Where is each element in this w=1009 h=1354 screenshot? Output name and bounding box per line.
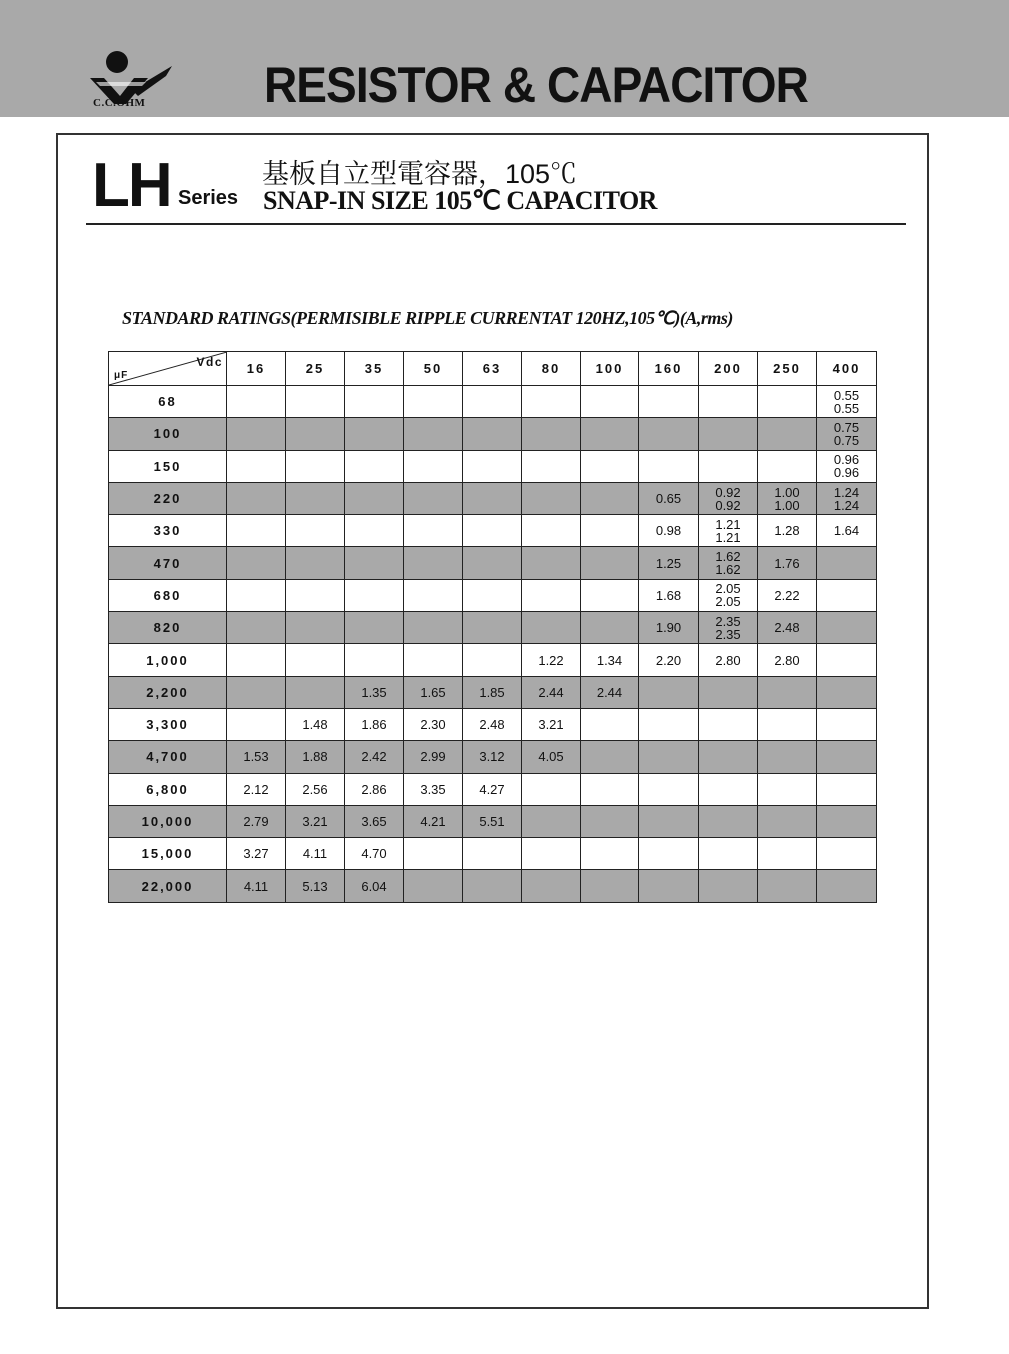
capacitance-cell: 3,300	[109, 708, 227, 740]
ripple-current-cell	[817, 741, 877, 773]
table-row	[109, 676, 877, 708]
ripple-current-cell	[758, 870, 817, 902]
voltage-header: 50	[404, 352, 463, 386]
ripple-current-cell	[817, 773, 877, 805]
capacitance-cell: 4,700	[109, 741, 227, 773]
voltage-header: 35	[345, 352, 404, 386]
ripple-current-cell	[345, 418, 404, 450]
ripple-current-cell: 2.48	[463, 708, 522, 740]
ripple-current-cell	[345, 644, 404, 676]
voltage-header: 100	[581, 352, 639, 386]
ripple-current-cell: 3.35	[404, 773, 463, 805]
ripple-current-cell: 1.53	[227, 741, 286, 773]
ripple-current-cell	[345, 612, 404, 644]
ripple-current-cell: 1.22	[522, 644, 581, 676]
voltage-header: 200	[699, 352, 758, 386]
ripple-current-cell: 2.44	[581, 676, 639, 708]
ripple-current-cell	[463, 450, 522, 482]
ripple-current-cell	[639, 773, 699, 805]
ripple-current-cell	[463, 418, 522, 450]
ripple-current-cell	[286, 386, 345, 418]
ripple-current-cell	[758, 741, 817, 773]
ripple-current-value: 1.24	[833, 484, 860, 500]
table-row	[109, 773, 877, 805]
ripple-current-cell	[227, 708, 286, 740]
ripple-current-value: 0.55	[833, 400, 860, 416]
ripple-current-cell	[581, 708, 639, 740]
ripple-current-cell	[639, 805, 699, 837]
table-row	[109, 450, 877, 482]
ripple-current-cell	[227, 644, 286, 676]
ripple-current-cell	[522, 838, 581, 870]
ripple-current-value: 1.21	[715, 516, 741, 532]
ripple-current-cell	[463, 612, 522, 644]
ripple-current-cell	[758, 676, 817, 708]
ripple-current-cell	[699, 773, 758, 805]
ripple-current-cell	[227, 418, 286, 450]
ripple-current-cell	[817, 708, 877, 740]
ripple-current-cell	[463, 386, 522, 418]
ripple-current-cell	[286, 418, 345, 450]
ripple-current-value: 0.92	[715, 484, 741, 500]
ripple-current-value: 0.75	[833, 432, 860, 448]
ripple-current-cell: 2.86	[345, 773, 404, 805]
ripple-current-cell	[581, 547, 639, 579]
ripple-current-cell: 1.25	[639, 547, 699, 579]
ripple-current-cell: 4.11	[227, 870, 286, 902]
ripple-current-cell	[817, 838, 877, 870]
ripple-current-cell	[345, 547, 404, 579]
ripple-current-cell	[817, 805, 877, 837]
ripple-current-value: 1.62	[715, 562, 741, 578]
ripple-current-cell	[286, 676, 345, 708]
table-row	[109, 612, 877, 644]
voltage-header: 25	[286, 352, 345, 386]
ripple-current-cell	[286, 547, 345, 579]
ripple-current-cell: 4.11	[286, 838, 345, 870]
ripple-current-cell	[404, 644, 463, 676]
ripple-current-cell	[639, 386, 699, 418]
ripple-current-cell	[286, 450, 345, 482]
ripple-current-cell	[463, 838, 522, 870]
ripple-current-value: 0.96	[833, 452, 860, 468]
ripple-current-cell	[404, 579, 463, 611]
ripple-current-value: 1.24	[833, 497, 860, 513]
ripple-current-cell: 4.05	[522, 741, 581, 773]
ripple-current-cell: 0.98	[639, 515, 699, 547]
ripple-current-cell	[817, 612, 877, 644]
table-caption: STANDARD RATINGS(PERMISIBLE RIPPLE CURRENTAT 120HZ,105℃)(A,rms)	[122, 308, 733, 328]
ripple-current-cell	[699, 741, 758, 773]
ratings-table	[108, 351, 877, 903]
ripple-current-cell: 2.30	[404, 708, 463, 740]
ripple-current-cell	[758, 838, 817, 870]
ripple-current-cell	[522, 773, 581, 805]
ripple-current-cell	[463, 870, 522, 902]
ripple-current-cell	[758, 450, 817, 482]
ripple-current-cell	[699, 870, 758, 902]
voltage-header: 63	[463, 352, 522, 386]
capacitance-cell: 1,000	[109, 644, 227, 676]
ripple-current-cell: 4.27	[463, 773, 522, 805]
table-row	[109, 838, 877, 870]
table-row	[109, 418, 877, 450]
capacitance-cell: 330	[109, 515, 227, 547]
ripple-current-cell	[227, 612, 286, 644]
ripple-current-cell: 1.64	[817, 515, 877, 547]
capacitance-cell: 220	[109, 482, 227, 514]
ripple-current-cell: 1.90	[639, 612, 699, 644]
voltage-header: 250	[758, 352, 817, 386]
ripple-current-cell	[463, 579, 522, 611]
ripple-current-cell	[699, 708, 758, 740]
ripple-current-cell	[522, 418, 581, 450]
table-row	[109, 482, 877, 514]
ripple-current-cell	[699, 450, 758, 482]
ripple-current-cell	[522, 386, 581, 418]
ripple-current-cell: 2.22	[758, 579, 817, 611]
table-row	[109, 708, 877, 740]
ripple-current-cell: 5.13	[286, 870, 345, 902]
ripple-current-value: 2.05	[715, 581, 741, 597]
ripple-current-cell	[581, 418, 639, 450]
ripple-current-cell	[639, 708, 699, 740]
ripple-current-cell	[227, 450, 286, 482]
voltage-header: 16	[227, 352, 286, 386]
voltage-header: 160	[639, 352, 699, 386]
ripple-current-cell: 2.20	[639, 644, 699, 676]
ripple-current-cell	[404, 612, 463, 644]
ripple-current-cell: 1.85	[463, 676, 522, 708]
ripple-current-cell	[758, 708, 817, 740]
ripple-current-cell: 3.21	[286, 805, 345, 837]
ripple-current-cell	[581, 515, 639, 547]
ripple-current-cell	[404, 870, 463, 902]
ripple-current-cell	[227, 579, 286, 611]
ripple-current-cell	[286, 482, 345, 514]
ripple-current-cell	[581, 741, 639, 773]
ripple-current-cell	[758, 482, 817, 514]
capacitance-cell: 6,800	[109, 773, 227, 805]
ripple-current-cell: 2.79	[227, 805, 286, 837]
ripple-current-value: 2.35	[715, 613, 741, 629]
ripple-current-cell: 4.70	[345, 838, 404, 870]
ripple-current-cell	[699, 547, 758, 579]
capacitance-cell: 150	[109, 450, 227, 482]
ripple-current-cell	[522, 547, 581, 579]
ripple-current-cell	[227, 515, 286, 547]
ripple-current-cell	[522, 579, 581, 611]
title-divider	[86, 223, 906, 225]
ripple-current-cell	[817, 450, 877, 482]
table-row	[109, 644, 877, 676]
ripple-current-cell: 3.65	[345, 805, 404, 837]
ripple-current-cell	[581, 805, 639, 837]
ripple-current-cell	[639, 838, 699, 870]
ripple-current-cell: 1.34	[581, 644, 639, 676]
series-word: Series	[178, 187, 239, 209]
ripple-current-cell	[699, 838, 758, 870]
ripple-current-cell	[581, 870, 639, 902]
ripple-current-cell	[227, 676, 286, 708]
ripple-current-cell: 1.86	[345, 708, 404, 740]
banner-title: RESISTOR & CAPACITOR	[264, 57, 808, 113]
ripple-current-cell	[463, 515, 522, 547]
ripple-current-cell	[227, 386, 286, 418]
ripple-current-cell: 4.21	[404, 805, 463, 837]
table-row	[109, 579, 877, 611]
capacitance-cell: 100	[109, 418, 227, 450]
ripple-current-cell: 1.76	[758, 547, 817, 579]
capacitance-cell: 2,200	[109, 676, 227, 708]
capacitance-cell: 68	[109, 386, 227, 418]
ripple-current-cell	[522, 870, 581, 902]
table-row	[109, 870, 877, 902]
ripple-current-cell: 2.80	[758, 644, 817, 676]
capacitance-axis-label: μF	[114, 370, 129, 381]
table-header-row	[109, 352, 877, 386]
ripple-current-cell	[522, 805, 581, 837]
ripple-current-cell	[463, 547, 522, 579]
ripple-current-cell: 2.48	[758, 612, 817, 644]
ripple-current-value: 2.35	[715, 626, 741, 642]
ripple-current-cell: 3.21	[522, 708, 581, 740]
ripple-current-cell	[639, 870, 699, 902]
ripple-current-cell: 2.80	[699, 644, 758, 676]
ripple-current-cell	[639, 676, 699, 708]
ripple-current-cell	[404, 386, 463, 418]
ripple-current-cell	[345, 482, 404, 514]
ripple-current-cell: 3.27	[227, 838, 286, 870]
ripple-current-cell	[817, 676, 877, 708]
ripple-current-cell: 1.35	[345, 676, 404, 708]
ripple-current-cell	[286, 579, 345, 611]
ripple-current-cell	[699, 805, 758, 837]
table-row	[109, 386, 877, 418]
ripple-current-value: 0.75	[833, 419, 860, 435]
capacitance-cell: 15,000	[109, 838, 227, 870]
ripple-current-cell	[345, 386, 404, 418]
ripple-current-value: 0.92	[715, 497, 741, 513]
company-logo-text: C.C.OHM	[93, 97, 146, 109]
capacitance-cell: 680	[109, 579, 227, 611]
ripple-current-cell	[286, 612, 345, 644]
ripple-current-cell	[581, 450, 639, 482]
ripple-current-cell	[699, 612, 758, 644]
ripple-current-cell	[639, 418, 699, 450]
ripple-current-cell	[581, 482, 639, 514]
ripple-current-cell	[404, 450, 463, 482]
ripple-current-cell	[581, 612, 639, 644]
ripple-current-cell	[345, 579, 404, 611]
ripple-current-cell	[581, 773, 639, 805]
ripple-current-cell	[758, 418, 817, 450]
ripple-current-cell	[817, 418, 877, 450]
capacitance-cell: 10,000	[109, 805, 227, 837]
ripple-current-cell: 1.48	[286, 708, 345, 740]
voltage-header: 80	[522, 352, 581, 386]
table-row	[109, 805, 877, 837]
ripple-current-cell: 2.44	[522, 676, 581, 708]
ripple-current-cell: 1.28	[758, 515, 817, 547]
ripple-current-cell	[404, 418, 463, 450]
capacitance-cell: 470	[109, 547, 227, 579]
ripple-current-value: 1.21	[715, 529, 741, 545]
table-row	[109, 741, 877, 773]
ripple-current-cell	[404, 838, 463, 870]
corner-cell	[109, 352, 227, 386]
ripple-current-cell	[522, 515, 581, 547]
title-english: SNAP-IN SIZE 105℃ CAPACITOR	[263, 186, 657, 215]
ripple-current-cell	[758, 805, 817, 837]
ripple-current-cell	[817, 579, 877, 611]
ripple-current-cell	[699, 386, 758, 418]
ripple-current-cell	[404, 515, 463, 547]
table-row	[109, 547, 877, 579]
ripple-current-cell	[345, 515, 404, 547]
ripple-current-cell	[345, 450, 404, 482]
voltage-axis-label: Vdc	[196, 355, 223, 369]
ripple-current-cell	[522, 482, 581, 514]
capacitance-cell: 820	[109, 612, 227, 644]
ripple-current-cell	[758, 773, 817, 805]
ripple-current-cell	[639, 450, 699, 482]
ripple-current-cell	[522, 450, 581, 482]
ripple-current-cell: 1.88	[286, 741, 345, 773]
ripple-current-cell: 0.65	[639, 482, 699, 514]
ripple-current-cell	[699, 482, 758, 514]
ripple-current-cell	[286, 644, 345, 676]
ripple-current-cell	[404, 482, 463, 514]
ripple-current-cell	[817, 547, 877, 579]
ripple-current-cell: 6.04	[345, 870, 404, 902]
ripple-current-cell	[699, 676, 758, 708]
ripple-current-cell: 3.12	[463, 741, 522, 773]
ripple-current-cell	[286, 515, 345, 547]
ripple-current-cell	[817, 386, 877, 418]
ripple-current-cell	[581, 579, 639, 611]
ripple-current-cell	[758, 386, 817, 418]
ripple-current-value: 1.00	[774, 497, 800, 513]
ripple-current-cell	[463, 482, 522, 514]
ripple-current-cell	[227, 482, 286, 514]
ripple-current-value: 1.00	[774, 484, 800, 500]
ripple-current-cell	[817, 870, 877, 902]
ripple-current-cell	[404, 547, 463, 579]
ripple-current-cell: 2.12	[227, 773, 286, 805]
ripple-current-cell	[581, 386, 639, 418]
ripple-current-cell: 2.56	[286, 773, 345, 805]
capacitance-cell: 22,000	[109, 870, 227, 902]
ripple-current-value: 2.05	[715, 594, 741, 610]
ripple-current-cell: 2.99	[404, 741, 463, 773]
ripple-current-cell	[227, 547, 286, 579]
ripple-current-cell: 5.51	[463, 805, 522, 837]
ripple-current-cell: 1.65	[404, 676, 463, 708]
ripple-current-value: 0.96	[833, 465, 860, 481]
ripple-current-cell	[817, 482, 877, 514]
ripple-current-cell	[699, 515, 758, 547]
ripple-current-value: 1.62	[715, 549, 741, 565]
ripple-current-cell	[522, 612, 581, 644]
ripple-current-cell	[699, 418, 758, 450]
ripple-current-cell	[639, 741, 699, 773]
series-code: LH	[92, 151, 171, 220]
ripple-current-cell	[699, 579, 758, 611]
voltage-header: 400	[817, 352, 877, 386]
ripple-current-cell: 2.42	[345, 741, 404, 773]
ripple-current-cell	[581, 838, 639, 870]
table-row	[109, 515, 877, 547]
ripple-current-cell	[817, 644, 877, 676]
table-body	[109, 386, 877, 903]
ripple-current-cell	[463, 644, 522, 676]
ripple-current-value: 0.55	[833, 387, 860, 403]
title-chinese: 基板自立型電容器，105℃	[262, 159, 578, 189]
ripple-current-cell: 1.68	[639, 579, 699, 611]
